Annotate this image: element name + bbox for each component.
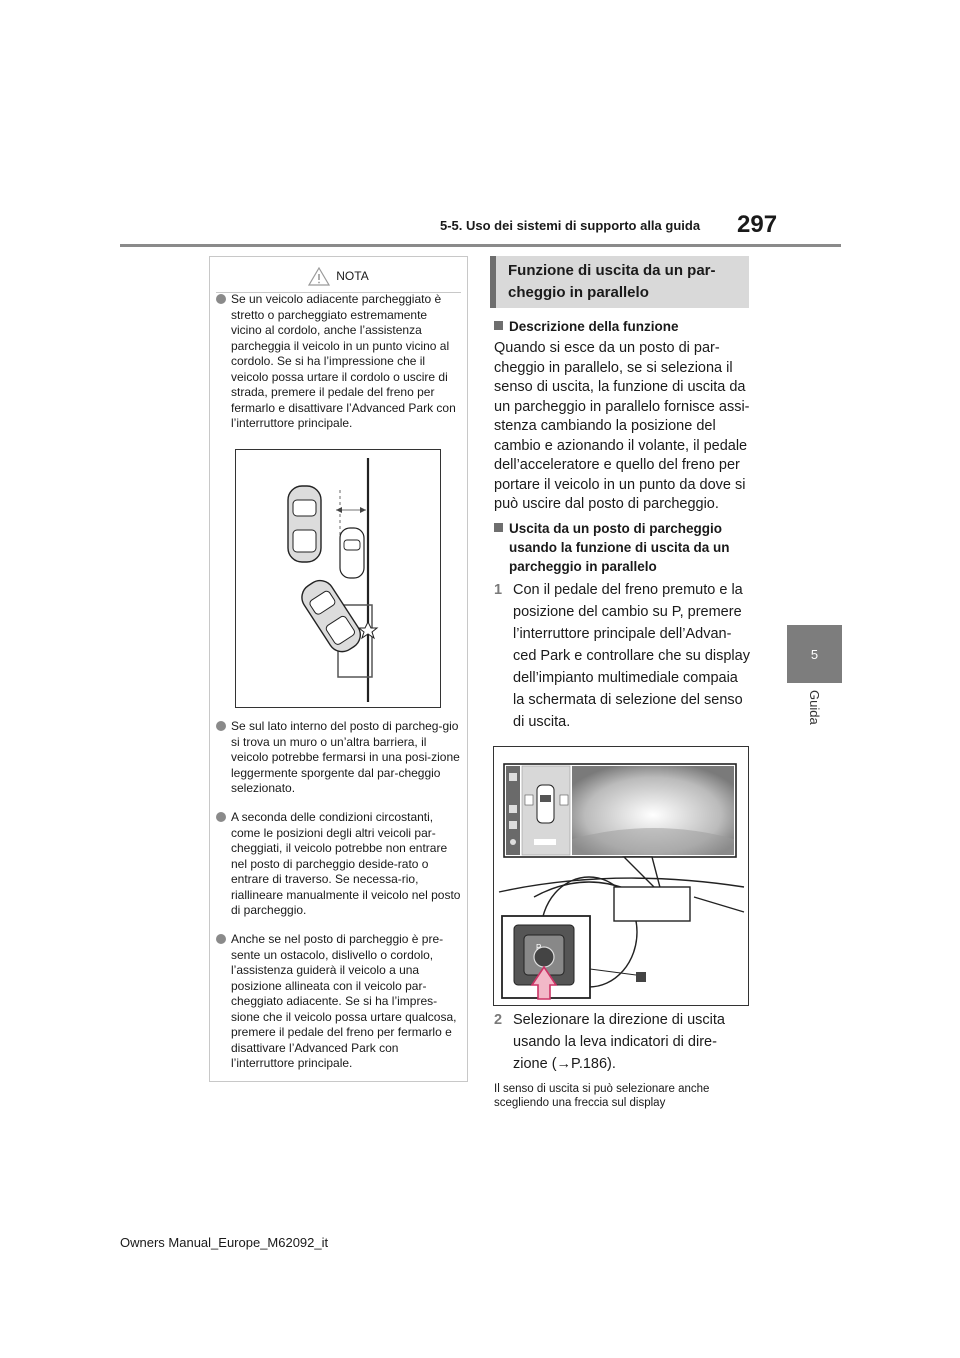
advanced-park-switch-callout [502,916,590,999]
header-rule [120,244,841,247]
park-switch-label: P [536,943,542,952]
subheading: Descrizione della funzione [494,317,750,336]
subheading: Uscita da un posto di parcheggio usando la funzione di uscita da un parcheggio in parallelo [494,519,750,576]
chapter-label: Guida [807,690,822,725]
moving-car [297,575,366,657]
bullet-icon [216,721,226,731]
step-2: 2 Selezionare la direzione di uscita usando la leva indicatori di dire-zione (→P.186). [494,1012,725,1072]
note-title-text: NOTA [336,269,369,283]
note-bullet: Se sul lato interno del posto di parcheg-gio si trova un muro o un’altra barriera, il veicolo potrebbe fermarsi in una posi-zione leggermente sporgente dal par-cheggio selezionato. [216,719,461,797]
note-bullet: Se un veicolo adiacente parcheggiato è stretto o parcheggiato estremamente vicino al cordolo, anche l’assistenza parcheggia il veicolo in un punto vicino al cordolo. Se si ha l’impressione che il veicolo possa urtare il cordolo o uscire di strada, premere il pedale del freno per fermarlo e disattivare l’Advanced Park con l’interruttore principale. [216,292,461,432]
section-title: 5-5. Uso dei sistemi di supporto alla guida [440,218,701,233]
page-number: 297 [737,211,778,238]
footer-manual-id: Owners Manual_Europe_M62092_it [120,1235,329,1250]
note-title [210,265,467,287]
parked-car-right [340,528,364,578]
multimedia-screen [504,764,736,857]
square-bullet-icon [494,321,503,330]
chapter-number: 5 [810,646,819,662]
bullet-icon [216,934,226,944]
parking-illustration [235,449,441,708]
parked-car-top [288,486,321,562]
note-bullet: A seconda delle condizioni circostanti, come le posizioni degli altri veicoli par-cheggiati, il veicolo potrebbe non entrare nel posto di parcheggio deside-rato o entrare di traverso. Se necessa-rio, riallineare manualmente il veicolo nel posto di parcheggio. [216,810,461,919]
section-heading: Funzione di uscita da un par-cheggio in parallelo [490,256,749,308]
square-bullet-icon [494,523,503,532]
note-text: Il senso di uscita si può selezionare anche scegliendo una freccia sul display [494,1083,710,1109]
dashboard-illustration [493,746,749,1006]
note-bullet: Anche se nel posto di parcheggio è pre-sente un ostacolo, dislivello o cordolo, l’assistenza guiderà il veicolo a una posizione allineata con il veicolo par-cheggiato adiacente. Se si ha l’impres-sione che il veicolo possa urtare qualcosa, premere il pedale del freno per fermarlo e disattivare l’Advanced Park con l’interruttore principale. [216,932,461,1072]
description-paragraph: Quando si esce da un posto di par-cheggio in parallelo, se si seleziona il senso di uscita, la funzione di uscita da un parcheggio in parallelo fornisce assi-stenza cambiando la posizione del cambio e azionando il volante, il pedale dell’acceleratore e quello del freno per portare il veicolo in un punto da dove si può uscire dal posto di parcheggio. [494,340,750,512]
chapter-tab [787,625,842,683]
bullet-icon [216,812,226,822]
step-1: 1 Con il pedale del freno premuto e la posizione del cambio su P, premere l’interruttore principale dell’Advan-ced Park e controllare che su display dell’impianto multimediale compaia la schermata di selezione del senso di uscita. [494,582,750,730]
bullet-icon [216,294,226,304]
warning-icon [308,267,330,286]
